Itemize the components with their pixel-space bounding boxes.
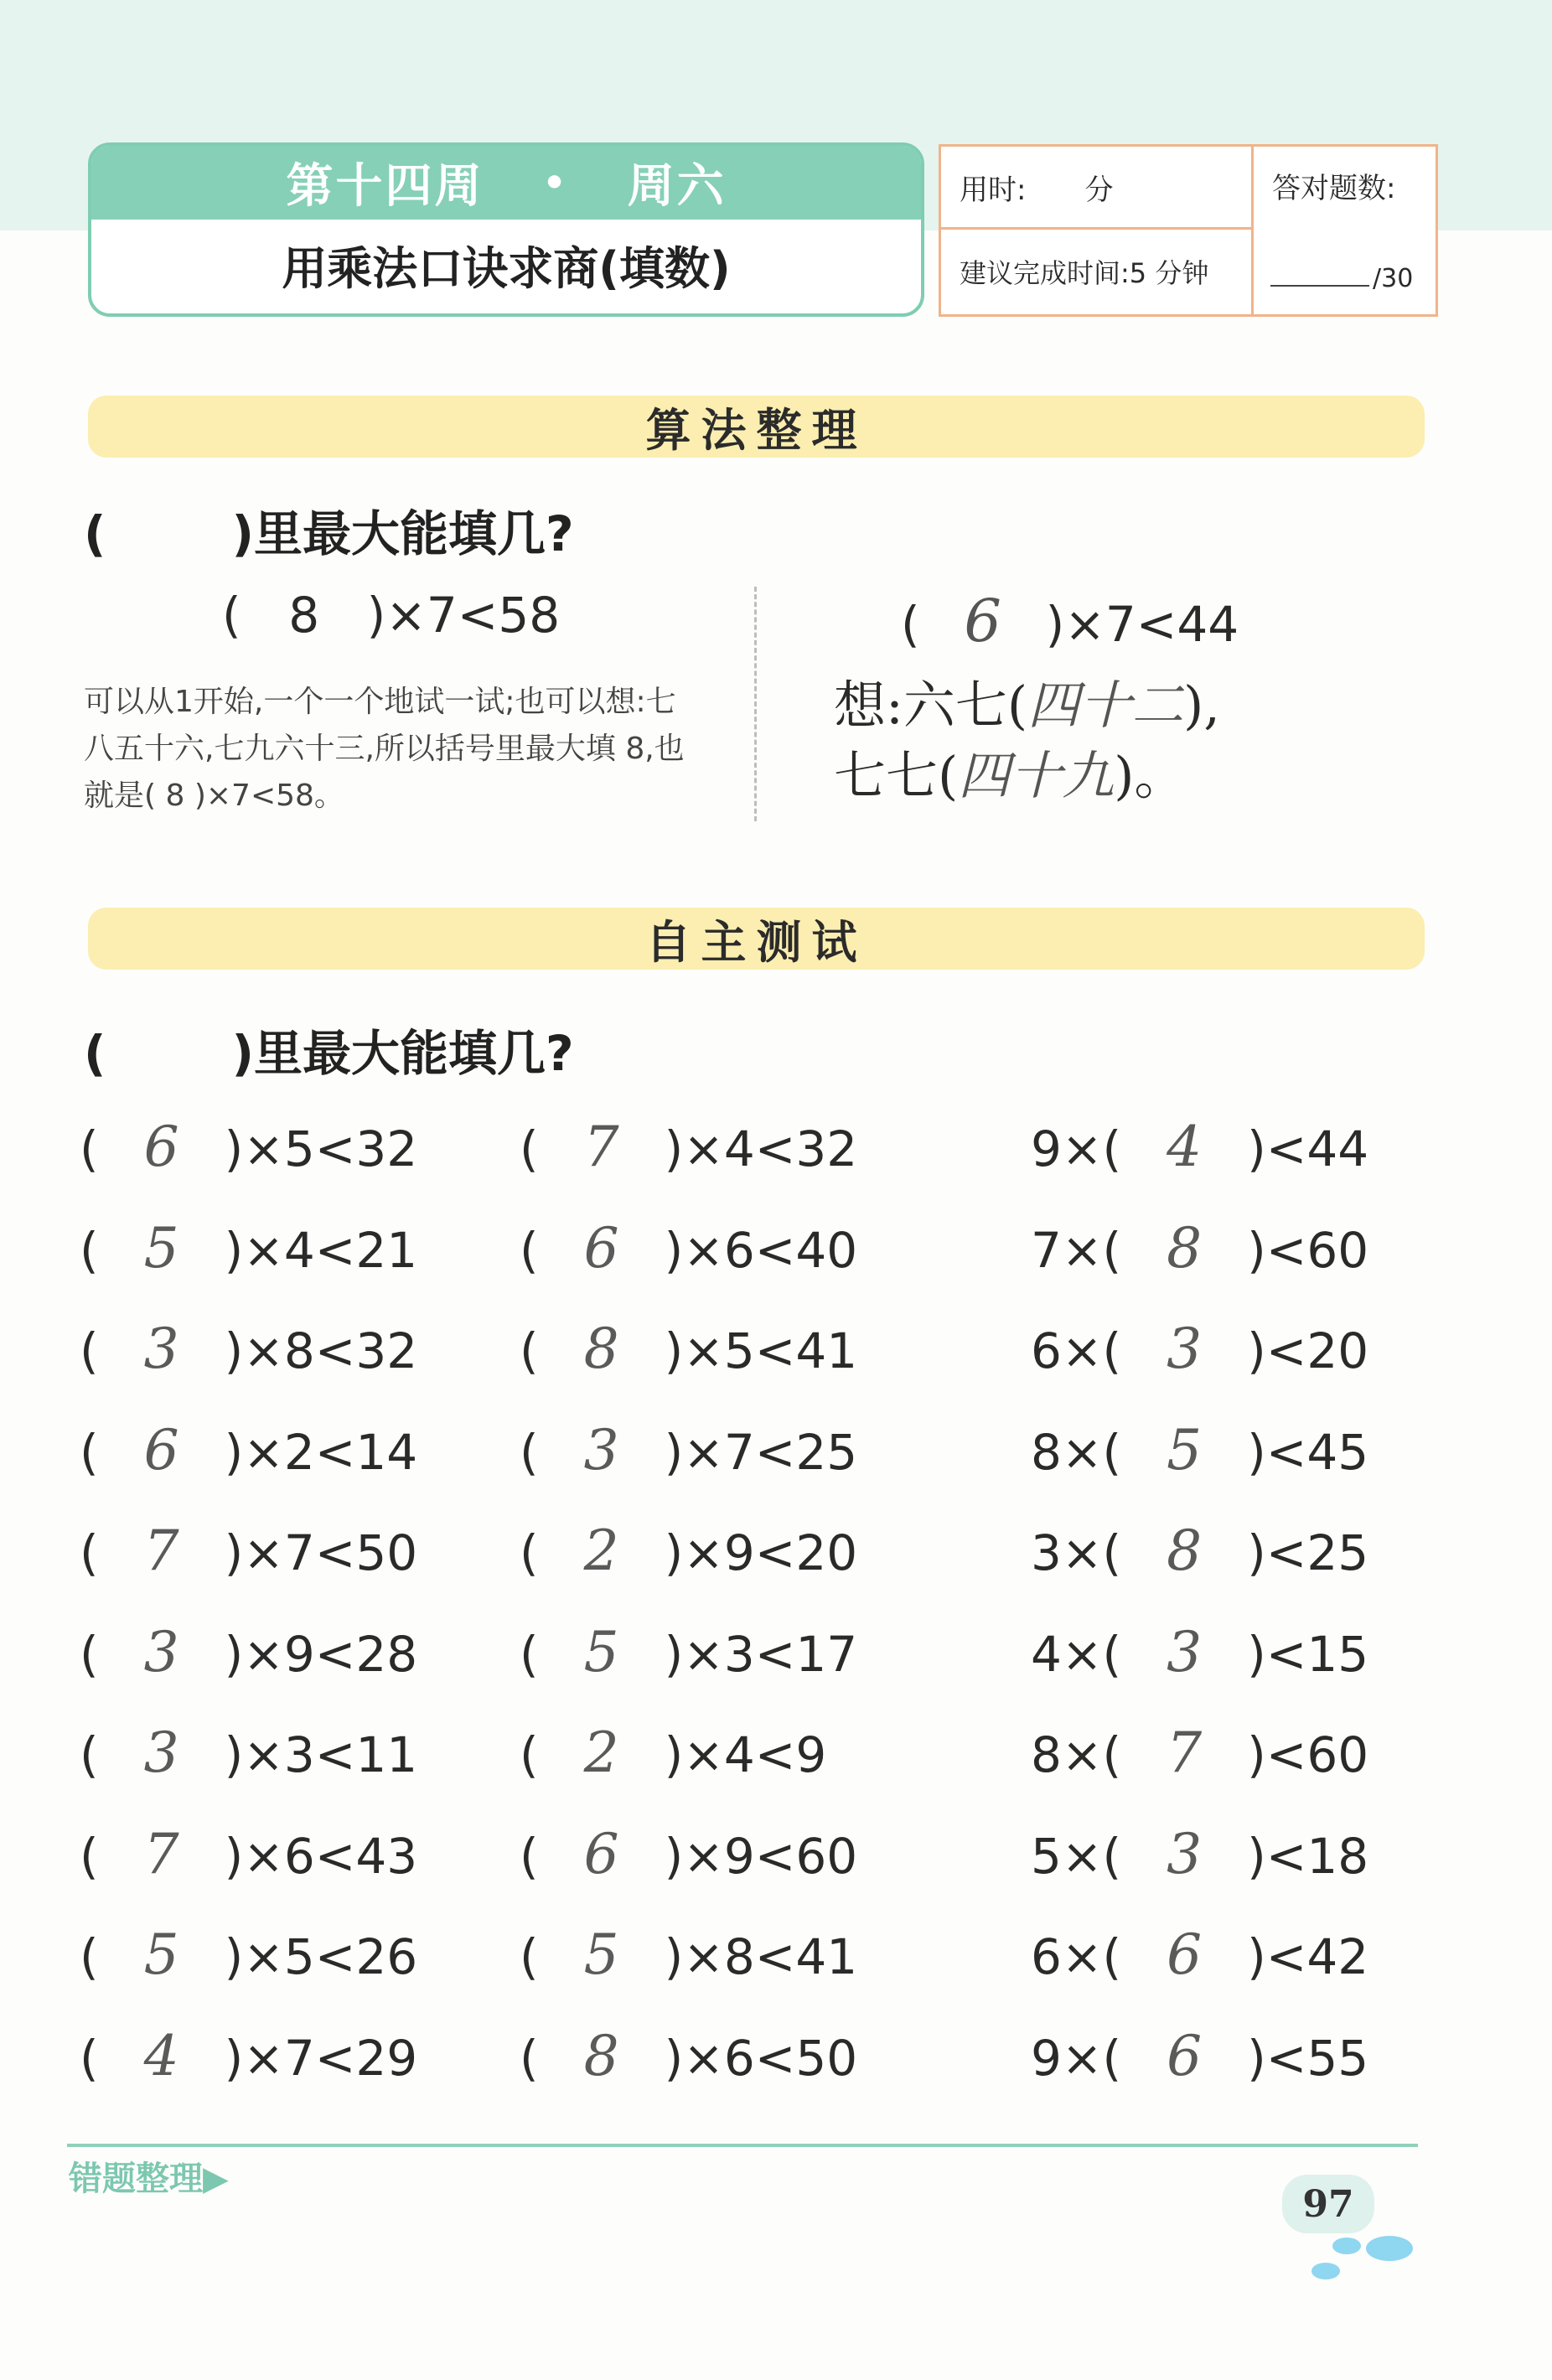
problem-expression: )<15	[1247, 1625, 1369, 1683]
problem-item	[80, 1822, 417, 1886]
answer-blank[interactable]: 3	[143, 1720, 179, 1785]
example-right-rest: )×7<44	[1045, 596, 1239, 653]
problem-item	[520, 2024, 857, 2088]
problem-expression: )×5<26	[224, 1928, 418, 1985]
question-heading-1	[84, 494, 574, 565]
example-left-fill: 8	[288, 587, 320, 644]
example-divider	[754, 587, 757, 821]
answer-blank[interactable]: 5	[1167, 1417, 1203, 1482]
answer-blank[interactable]: 7	[1167, 1720, 1203, 1785]
title-separator: •	[542, 161, 569, 204]
problem-item	[520, 1519, 857, 1583]
answer-blank[interactable]: 5	[583, 1922, 619, 1987]
open-paren: (	[520, 1928, 539, 1985]
problem-expression: )<60	[1247, 1726, 1369, 1783]
title-week-day	[91, 146, 921, 220]
question-heading-2	[84, 1014, 574, 1084]
answer-blank[interactable]: 8	[583, 2023, 619, 2088]
problem-item	[80, 1216, 417, 1281]
problem-item	[80, 1115, 417, 1179]
problem-prefix: 4×(	[1031, 1625, 1122, 1683]
footer-divider	[67, 2144, 1418, 2147]
think-line-1-suffix: ),	[1183, 675, 1220, 736]
answer-blank[interactable]: 3	[1167, 1619, 1203, 1684]
score-total: /30	[1373, 264, 1414, 293]
problem-expression: )<25	[1247, 1524, 1369, 1581]
answer-blank[interactable]: 7	[583, 1115, 619, 1179]
correct-count-label: 答对题数:	[1272, 172, 1396, 205]
problem-expression: )×3<11	[224, 1726, 418, 1783]
lesson-title: 用乘法口诀求商(填数)	[282, 241, 731, 295]
problem-expression: )×9<60	[664, 1827, 858, 1885]
answer-blank[interactable]: 3	[1167, 1821, 1203, 1886]
open-paren: (	[80, 1120, 99, 1177]
open-paren: (	[80, 1726, 99, 1783]
problem-prefix: 5×(	[1031, 1827, 1122, 1885]
problem-expression: )×6<40	[664, 1221, 858, 1279]
answer-blank[interactable]: 8	[1167, 1519, 1203, 1583]
problem-expression: )×5<32	[224, 1120, 418, 1177]
answer-blank[interactable]: 4	[143, 2023, 179, 2088]
fish-icon	[1332, 2238, 1361, 2254]
problem-prefix: 6×(	[1031, 1928, 1122, 1985]
problem-expression: )<20	[1247, 1322, 1369, 1379]
open-paren: (	[80, 1322, 99, 1379]
score-panel	[1254, 147, 1436, 314]
answer-blank[interactable]: 6	[583, 1215, 619, 1281]
suggested-time: 建议完成时间:5 分钟	[960, 257, 1209, 289]
answer-blank[interactable]: 5	[583, 1619, 619, 1684]
example-right-fill[interactable]: 6	[964, 587, 1001, 655]
problem-item	[1031, 1822, 1368, 1886]
problem-expression: )×4<21	[224, 1221, 418, 1279]
open-paren: (	[520, 1423, 539, 1481]
problem-expression: )×7<50	[224, 1524, 418, 1581]
problem-expression: )×3<17	[664, 1625, 858, 1683]
time-used-label: 用时:	[960, 173, 1027, 207]
problem-expression: )×4<9	[664, 1726, 827, 1783]
page-number: 97	[1282, 2175, 1374, 2233]
problem-expression: )×4<32	[664, 1120, 858, 1177]
open-paren: (	[80, 1423, 99, 1481]
problem-item	[1031, 1620, 1368, 1684]
problem-item	[1031, 1115, 1368, 1179]
errata-label: 错题整理▶	[69, 2160, 229, 2198]
problem-item	[80, 1922, 417, 1987]
problem-prefix: 3×(	[1031, 1524, 1122, 1581]
problem-expression: )×7<29	[224, 2029, 418, 2087]
answer-blank[interactable]: 3	[1167, 1317, 1203, 1381]
problem-expression: )<42	[1247, 1928, 1369, 1985]
answer-blank[interactable]: 2	[583, 1720, 619, 1785]
answer-blank[interactable]: 6	[1167, 1922, 1203, 1987]
open-paren: (	[80, 2029, 99, 2087]
open-paren: (	[80, 1625, 99, 1683]
open-paren: (	[520, 1726, 539, 1783]
open-paren: (	[80, 1827, 99, 1885]
think-line-2-suffix: )。	[1114, 745, 1187, 806]
open-paren: (	[80, 1221, 99, 1279]
answer-blank[interactable]: 6	[583, 1821, 619, 1886]
problem-item	[80, 1620, 417, 1684]
problem-item	[80, 1418, 417, 1482]
example-left-rest: )×7<58	[366, 587, 561, 644]
answer-blank[interactable]: 6	[143, 1417, 179, 1482]
answer-blank[interactable]: 3	[143, 1317, 179, 1381]
think-line-1	[834, 670, 1220, 741]
problem-expression: )<60	[1247, 1221, 1369, 1279]
problem-expression: )×6<50	[664, 2029, 858, 2087]
problem-prefix: 9×(	[1031, 1120, 1122, 1177]
problem-expression: )<55	[1247, 2029, 1369, 2087]
time-unit: 分	[1084, 173, 1114, 207]
example-left-expression: ( 8 )×7<58	[222, 587, 561, 644]
answer-blank[interactable]: 3	[143, 1619, 179, 1684]
think-line-2-answer[interactable]: 四十九	[958, 745, 1115, 806]
question-open-paren: (	[84, 505, 106, 562]
open-paren: (	[520, 2029, 539, 2087]
problem-item	[520, 1216, 857, 1281]
problem-prefix: 8×(	[1031, 1726, 1122, 1783]
answer-blank[interactable]: 6	[1167, 2023, 1203, 2088]
problem-expression: )<44	[1247, 1120, 1369, 1177]
answer-blank[interactable]: 8	[1167, 1215, 1203, 1281]
answer-blank[interactable]: 5	[143, 1215, 179, 1281]
example-right-expression: ( 6 )×7<44	[901, 587, 1239, 655]
problem-item	[1031, 1418, 1368, 1482]
problem-item	[520, 1720, 826, 1785]
problem-item	[520, 1620, 857, 1684]
open-paren: (	[80, 1524, 99, 1581]
problem-item	[1031, 1519, 1368, 1583]
example-explanation: 可以从1开始,一个一个地试一试;也可以想:七八五十六,七九六十三,所以括号里最大填 8,也就是( 8 )×7<58。	[84, 685, 685, 813]
answer-blank[interactable]: 4	[1167, 1115, 1203, 1179]
answer-blank[interactable]: 5	[143, 1922, 179, 1987]
section-algorithm: 算法整理	[88, 396, 1425, 458]
section-self-test: 自主测试	[88, 908, 1425, 970]
problem-item	[80, 1317, 417, 1381]
question-open-paren: (	[84, 1025, 106, 1082]
fish-icon	[1366, 2236, 1413, 2261]
week-label: 第十四周	[286, 159, 484, 214]
score-field	[1270, 264, 1413, 293]
problem-expression: )×2<14	[224, 1423, 418, 1481]
question-text: )里最大能填几?	[231, 505, 574, 562]
problem-item	[1031, 1922, 1368, 1987]
fish-icon	[1311, 2263, 1340, 2279]
problem-expression: )×7<25	[664, 1423, 858, 1481]
time-panel	[941, 147, 1254, 314]
think-line-1-answer[interactable]: 四十二	[1027, 675, 1184, 736]
think-line-1-prefix: 想:六七(	[834, 675, 1028, 736]
answer-blank[interactable]: 8	[583, 1317, 619, 1381]
open-paren: (	[520, 1827, 539, 1885]
problem-item	[520, 1922, 857, 1987]
time-used-row	[941, 147, 1251, 230]
answer-blank[interactable]: 7	[143, 1519, 179, 1583]
day-label: 周六	[627, 159, 727, 214]
answer-blank[interactable]: 6	[143, 1115, 179, 1179]
problem-item	[80, 2024, 417, 2088]
problem-expression: )×9<28	[224, 1625, 418, 1683]
problem-expression: )×8<41	[664, 1928, 858, 1985]
open-paren: (	[520, 1625, 539, 1683]
info-box	[939, 144, 1438, 317]
problem-expression: )<18	[1247, 1827, 1369, 1885]
think-line-2-prefix: 七七(	[834, 745, 959, 806]
problem-expression: )×6<43	[224, 1827, 418, 1885]
problem-expression: )×9<20	[664, 1524, 858, 1581]
problem-item	[520, 1822, 857, 1886]
open-paren: (	[520, 1322, 539, 1379]
answer-blank[interactable]: 2	[583, 1519, 619, 1583]
answer-blank[interactable]: 7	[143, 1821, 179, 1886]
problem-item	[520, 1115, 857, 1179]
score-blank[interactable]	[1270, 285, 1369, 287]
open-paren: (	[520, 1524, 539, 1581]
question-text: )里最大能填几?	[231, 1025, 574, 1082]
problem-prefix: 6×(	[1031, 1322, 1122, 1379]
answer-blank[interactable]: 3	[583, 1417, 619, 1482]
problem-expression: )×8<32	[224, 1322, 418, 1379]
problem-item	[80, 1720, 417, 1785]
open-paren: (	[80, 1928, 99, 1985]
problem-item	[520, 1317, 857, 1381]
problem-prefix: 9×(	[1031, 2029, 1122, 2087]
problem-item	[1031, 2024, 1368, 2088]
problem-prefix: 8×(	[1031, 1423, 1122, 1481]
problem-item	[1031, 1317, 1368, 1381]
problem-expression: )<45	[1247, 1423, 1369, 1481]
open-paren: (	[520, 1120, 539, 1177]
open-paren: (	[520, 1221, 539, 1279]
problem-expression: )×5<41	[664, 1322, 858, 1379]
problem-item	[1031, 1720, 1368, 1785]
think-line-2	[834, 741, 1220, 811]
problem-prefix: 7×(	[1031, 1221, 1122, 1279]
title-card	[88, 142, 924, 317]
think-block	[834, 670, 1220, 811]
problem-item	[1031, 1216, 1368, 1281]
problem-item	[80, 1519, 417, 1583]
problem-item	[520, 1418, 857, 1482]
